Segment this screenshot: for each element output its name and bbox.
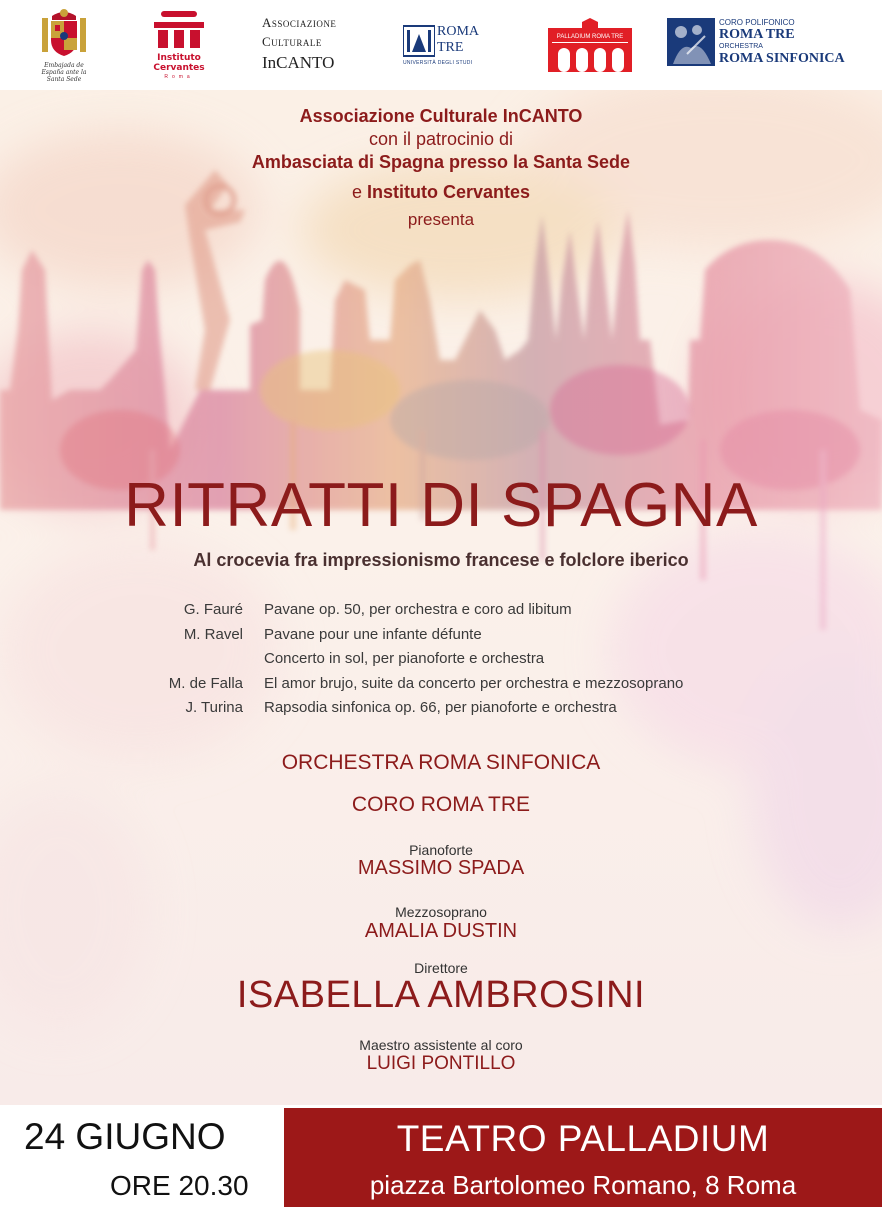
concert-subtitle: Al crocevia fra impressionismo francese e folclore iberico (193, 550, 689, 570)
incanto-logo-line-3: InCANTO (262, 53, 335, 72)
cervantes-symbol-icon (148, 8, 210, 52)
conductor-name: ISABELLA AMBROSINI (236, 974, 646, 1016)
program-row (140, 626, 780, 651)
presents-line: presenta (407, 210, 475, 229)
composer-name: M. de Falla (168, 674, 243, 692)
program-row (140, 650, 780, 675)
composer-name: G. Fauré (183, 601, 243, 618)
cervantes-logo-text: Instituto Cervantes (153, 53, 205, 73)
pianist-name: MASSIMO SPADA (357, 857, 525, 879)
instituto-cervantes-logo (148, 8, 210, 78)
work-title: El amor brujo, suite da concerto per orchestra e mezzosoprano (264, 674, 684, 692)
spain-coat-of-arms-icon (34, 6, 94, 62)
incanto-logo-line-2: Culturale (262, 34, 322, 49)
choir-assistant-name: LUIGI PONTILLO (366, 1053, 516, 1074)
roma-tre-logo-line-2: TRE (437, 40, 464, 55)
roma-tre-university-logo (403, 24, 493, 74)
mezzosoprano-role: Mezzosoprano (395, 904, 487, 920)
conjunction-text: e (351, 182, 362, 202)
choir-assistant-role: Maestro assistente al coro (359, 1037, 523, 1053)
palladium-roma-tre-logo (548, 18, 632, 72)
choir-name: CORO ROMA TRE (351, 793, 531, 816)
orchestra-name: ORCHESTRA ROMA SINFONICA (281, 751, 601, 774)
incanto-logo (262, 14, 362, 74)
composer-name: J. Turina (185, 699, 243, 717)
incanto-logo-line-1: Associazione (262, 15, 337, 30)
venue-address: piazza Bartolomeo Romano, 8 Roma (369, 1170, 797, 1200)
program-row (140, 675, 780, 700)
cervantes-logo-subtext: Roma (164, 74, 194, 80)
roma-tre-logo-subtext: UNIVERSITÀ DEGLI STUDI (403, 60, 473, 66)
event-time: ORE 20.30 (110, 1170, 249, 1201)
institute-line (0, 182, 882, 203)
work-title: Rapsodia sinfonica op. 66, per pianoforte e orchestra (264, 699, 617, 717)
coro-logo-line-1: CORO POLIFONICO (719, 18, 795, 27)
patronage-line: con il patrocinio di (368, 129, 514, 149)
embassy-name: Ambasciata di Spagna presso la Santa Sede (251, 152, 631, 172)
barcelona-skyline-watercolor (0, 90, 882, 1105)
composer-name: M. Ravel (183, 625, 243, 643)
organizer-name: Associazione Culturale InCANTO (299, 106, 583, 126)
mezzosoprano-name: AMALIA DUSTIN (364, 920, 518, 942)
program-row (140, 601, 780, 626)
event-date: 24 GIUGNO (24, 1116, 226, 1157)
institute-name: Instituto Cervantes (367, 182, 531, 202)
pianist-role: Pianoforte (409, 842, 473, 858)
roma-tre-logo-text (437, 24, 479, 56)
conductor-role: Direttore (414, 960, 468, 976)
venue-banner (284, 1108, 882, 1207)
coro-logo-line-4: ROMA SINFONICA (719, 51, 845, 66)
spain-embassy-caption: Embajada de España ante la Santa Sede (41, 62, 87, 83)
spain-embassy-logo (34, 6, 94, 82)
work-title: Concerto in sol, per pianoforte e orchestra (264, 650, 545, 668)
program-list (140, 601, 780, 724)
concert-title: RITRATTI DI SPAGNA (124, 471, 758, 540)
coro-logo-line-3: ORCHESTRA (719, 43, 763, 50)
coro-logo-text (719, 18, 845, 66)
palladium-theatre-icon (548, 18, 632, 72)
roma-tre-logo-line-1: ROMA (437, 24, 480, 39)
coro-logo-line-2: ROMA TRE (719, 27, 795, 42)
work-title: Pavane op. 50, per orchestra e coro ad libitum (264, 601, 572, 618)
coro-roma-tre-orchestra-logo (667, 14, 867, 78)
roma-tre-building-icon (403, 24, 435, 58)
musicians-emblem-icon (667, 14, 715, 68)
work-title: Pavane pour une infante défunte (264, 625, 482, 643)
program-row (140, 699, 780, 724)
sponsor-logo-bar (0, 0, 882, 90)
palladium-logo-text: PALLADIUM ROMA TRE (556, 34, 624, 40)
venue-name: TEATRO PALLADIUM (396, 1118, 770, 1159)
